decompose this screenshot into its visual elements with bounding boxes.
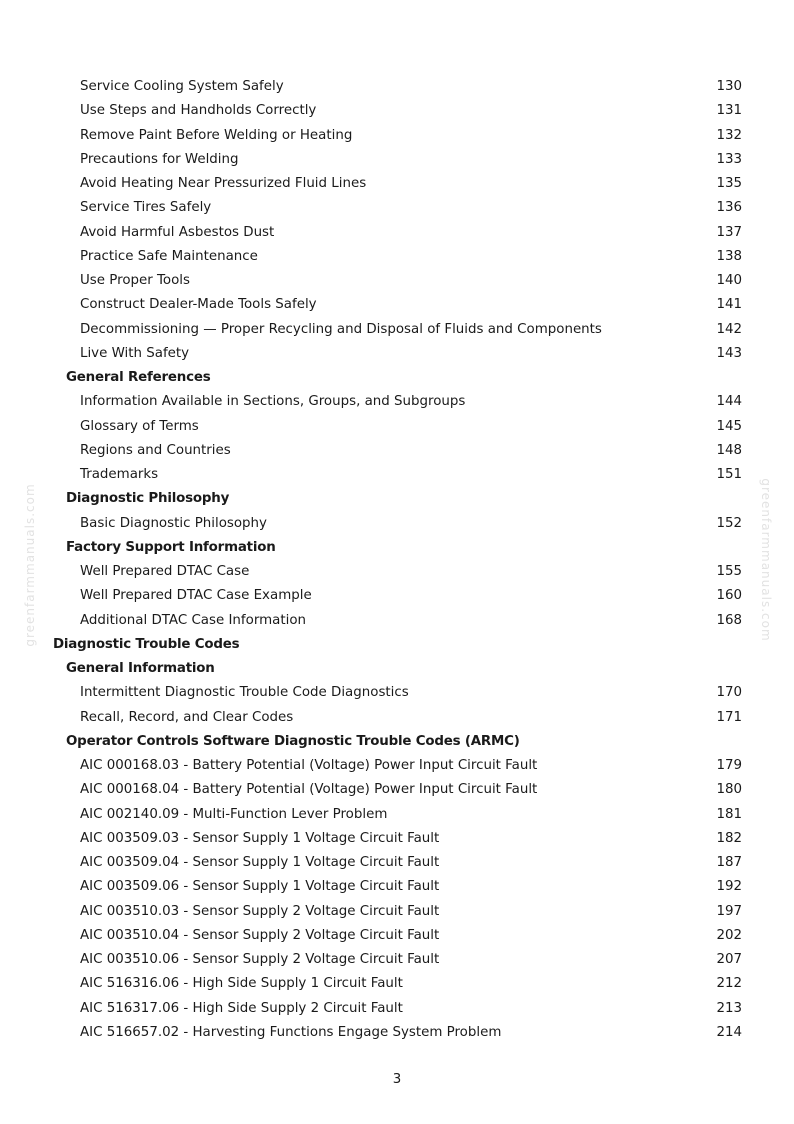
toc-entry[interactable]	[0, 948, 794, 972]
toc-entry-page-number: 187	[716, 855, 742, 870]
toc-entry-title: Regions and Countries	[80, 442, 231, 458]
toc-entry[interactable]	[0, 851, 794, 875]
toc-heading[interactable]	[0, 657, 794, 681]
toc-entry-page-number: 171	[716, 709, 742, 725]
toc-entry-page-number: 138	[716, 248, 742, 264]
toc-entry[interactable]	[0, 900, 794, 924]
toc-entry-page-number: 148	[716, 442, 742, 458]
toc-entry-page-number: 130	[716, 79, 742, 94]
page-number: 3	[392, 1072, 402, 1087]
toc-entry[interactable]	[0, 706, 794, 730]
toc-entry-page-number: 168	[716, 612, 742, 628]
toc-entry-title: Well Prepared DTAC Case	[80, 564, 250, 579]
toc-entry[interactable]	[0, 269, 794, 293]
watermark-left: greenfarmmanuals.com	[23, 483, 37, 647]
toc-entry-title: Decommissioning — Proper Recycling and Disposal of Fluids and Components	[80, 321, 602, 337]
toc-entry[interactable]	[0, 99, 794, 123]
table-of-contents	[0, 75, 794, 1045]
toc-entry-page-number: 197	[716, 903, 742, 919]
toc-entry[interactable]	[0, 754, 794, 778]
toc-entry-page-number: 144	[716, 394, 742, 410]
toc-entry-title: AIC 003509.04 - Sensor Supply 1 Voltage Circuit Fault	[80, 855, 440, 870]
toc-entry[interactable]	[0, 148, 794, 172]
toc-entry-page-number: 155	[716, 564, 742, 579]
toc-entry-page-number: 131	[716, 103, 742, 119]
toc-entry[interactable]	[0, 390, 794, 414]
toc-entry-page-number: 160	[716, 588, 742, 604]
toc-entry-page-number: 202	[716, 927, 742, 943]
toc-entry-title: AIC 003510.03 - Sensor Supply 2 Voltage Circuit Fault	[80, 903, 440, 919]
toc-entry-page-number: 214	[716, 1024, 742, 1040]
toc-entry[interactable]	[0, 803, 794, 827]
toc-entry[interactable]	[0, 827, 794, 851]
toc-entry-page-number: 192	[716, 879, 742, 895]
toc-entry-title: Glossary of Terms	[80, 418, 199, 434]
toc-entry[interactable]	[0, 245, 794, 269]
toc-entry-page-number: 145	[716, 418, 742, 434]
toc-entry-title: Use Steps and Handholds Correctly	[80, 103, 317, 119]
toc-entry-page-number: 212	[716, 976, 742, 992]
toc-entry[interactable]	[0, 124, 794, 148]
toc-heading[interactable]	[0, 730, 794, 754]
toc-heading[interactable]	[0, 366, 794, 390]
toc-entry-title: Intermittent Diagnostic Trouble Code Diagnostics	[80, 685, 409, 701]
toc-entry-title: Diagnostic Philosophy	[66, 491, 230, 507]
toc-entry-title: AIC 003509.03 - Sensor Supply 1 Voltage Circuit Fault	[80, 830, 440, 846]
toc-entry[interactable]	[0, 75, 794, 99]
toc-entry-page-number: 170	[716, 685, 742, 701]
toc-entry-page-number: 180	[716, 782, 742, 798]
toc-entry[interactable]	[0, 512, 794, 536]
toc-entry-title: General References	[66, 370, 211, 385]
toc-entry[interactable]	[0, 778, 794, 802]
toc-entry-title: AIC 000168.03 - Battery Potential (Voltage) Power Input Circuit Fault	[80, 758, 538, 773]
toc-entry-title: Construct Dealer-Made Tools Safely	[80, 297, 317, 313]
toc-entry-page-number: 181	[716, 806, 742, 822]
toc-entry[interactable]	[0, 997, 794, 1021]
toc-entry-page-number: 140	[716, 273, 742, 288]
toc-entry-page-number: 143	[716, 345, 742, 361]
toc-entry-title: Practice Safe Maintenance	[80, 248, 258, 264]
toc-entry[interactable]	[0, 342, 794, 366]
toc-entry-page-number: 141	[716, 297, 742, 313]
toc-entry[interactable]	[0, 972, 794, 996]
toc-entry-title: AIC 003510.06 - Sensor Supply 2 Voltage Circuit Fault	[80, 952, 440, 967]
toc-heading[interactable]	[0, 487, 794, 511]
toc-entry[interactable]	[0, 681, 794, 705]
toc-entry-title: Information Available in Sections, Groups, and Subgroups	[80, 394, 466, 410]
toc-entry[interactable]	[0, 318, 794, 342]
toc-entry-title: Well Prepared DTAC Case Example	[80, 588, 312, 604]
toc-entry-page-number: 213	[716, 1000, 742, 1016]
toc-entry-title: AIC 516317.06 - High Side Supply 2 Circuit Fault	[80, 1000, 403, 1016]
toc-entry-title: Avoid Heating Near Pressurized Fluid Lines	[80, 176, 367, 191]
toc-entry-page-number: 179	[716, 758, 742, 773]
toc-entry-page-number: 182	[716, 830, 742, 846]
toc-entry[interactable]	[0, 293, 794, 317]
toc-entry-title: Live With Safety	[80, 345, 190, 361]
toc-entry[interactable]	[0, 439, 794, 463]
toc-entry[interactable]	[0, 924, 794, 948]
toc-entry[interactable]	[0, 875, 794, 899]
toc-entry-title: Additional DTAC Case Information	[80, 612, 306, 628]
toc-entry[interactable]	[0, 415, 794, 439]
toc-entry-title: Avoid Harmful Asbestos Dust	[80, 224, 275, 240]
toc-entry-title: Precautions for Welding	[80, 151, 239, 167]
toc-entry-page-number: 152	[716, 515, 742, 531]
toc-entry[interactable]	[0, 463, 794, 487]
toc-entry-page-number: 135	[716, 176, 742, 191]
toc-entry-title: AIC 000168.04 - Battery Potential (Voltage) Power Input Circuit Fault	[80, 782, 538, 798]
toc-entry[interactable]	[0, 1021, 794, 1045]
toc-entry-title: Trademarks	[80, 467, 159, 482]
toc-entry-page-number: 142	[716, 321, 742, 337]
toc-heading[interactable]	[0, 633, 794, 657]
toc-entry-title: Basic Diagnostic Philosophy	[80, 515, 267, 531]
toc-entry-page-number: 151	[716, 467, 742, 482]
toc-entry-title: AIC 002140.09 - Multi-Function Lever Problem	[80, 806, 388, 822]
toc-entry-title: AIC 003510.04 - Sensor Supply 2 Voltage Circuit Fault	[80, 927, 440, 943]
toc-entry[interactable]	[0, 584, 794, 608]
toc-entry-title: Recall, Record, and Clear Codes	[80, 709, 294, 725]
toc-entry-title: Service Cooling System Safely	[80, 79, 284, 94]
toc-entry[interactable]	[0, 196, 794, 220]
toc-entry[interactable]	[0, 560, 794, 584]
toc-entry-page-number: 137	[716, 224, 742, 240]
toc-entry-title: Factory Support Information	[66, 539, 276, 555]
toc-entry-title: AIC 516657.02 - Harvesting Functions Engage System Problem	[80, 1024, 502, 1040]
toc-entry-title: Remove Paint Before Welding or Heating	[80, 127, 353, 143]
toc-entry-page-number: 136	[716, 200, 742, 216]
toc-entry-title: General Information	[66, 661, 215, 676]
toc-entry-page-number: 132	[716, 127, 742, 143]
toc-entry-title: Service Tires Safely	[80, 200, 212, 216]
toc-entry[interactable]	[0, 609, 794, 633]
toc-entry-title: Diagnostic Trouble Codes	[53, 636, 240, 652]
toc-entry-page-number: 207	[716, 952, 742, 967]
toc-entry[interactable]	[0, 172, 794, 196]
toc-entry[interactable]	[0, 221, 794, 245]
toc-entry-title: AIC 516316.06 - High Side Supply 1 Circuit Fault	[80, 976, 403, 992]
toc-entry-title: Operator Controls Software Diagnostic Trouble Codes (ARMC)	[66, 733, 520, 749]
watermark-right: greenfarmmanuals.com	[759, 478, 773, 642]
toc-entry-page-number: 133	[716, 151, 742, 167]
toc-entry-title: AIC 003509.06 - Sensor Supply 1 Voltage Circuit Fault	[80, 879, 440, 895]
toc-entry-title: Use Proper Tools	[80, 273, 191, 288]
toc-heading[interactable]	[0, 536, 794, 560]
